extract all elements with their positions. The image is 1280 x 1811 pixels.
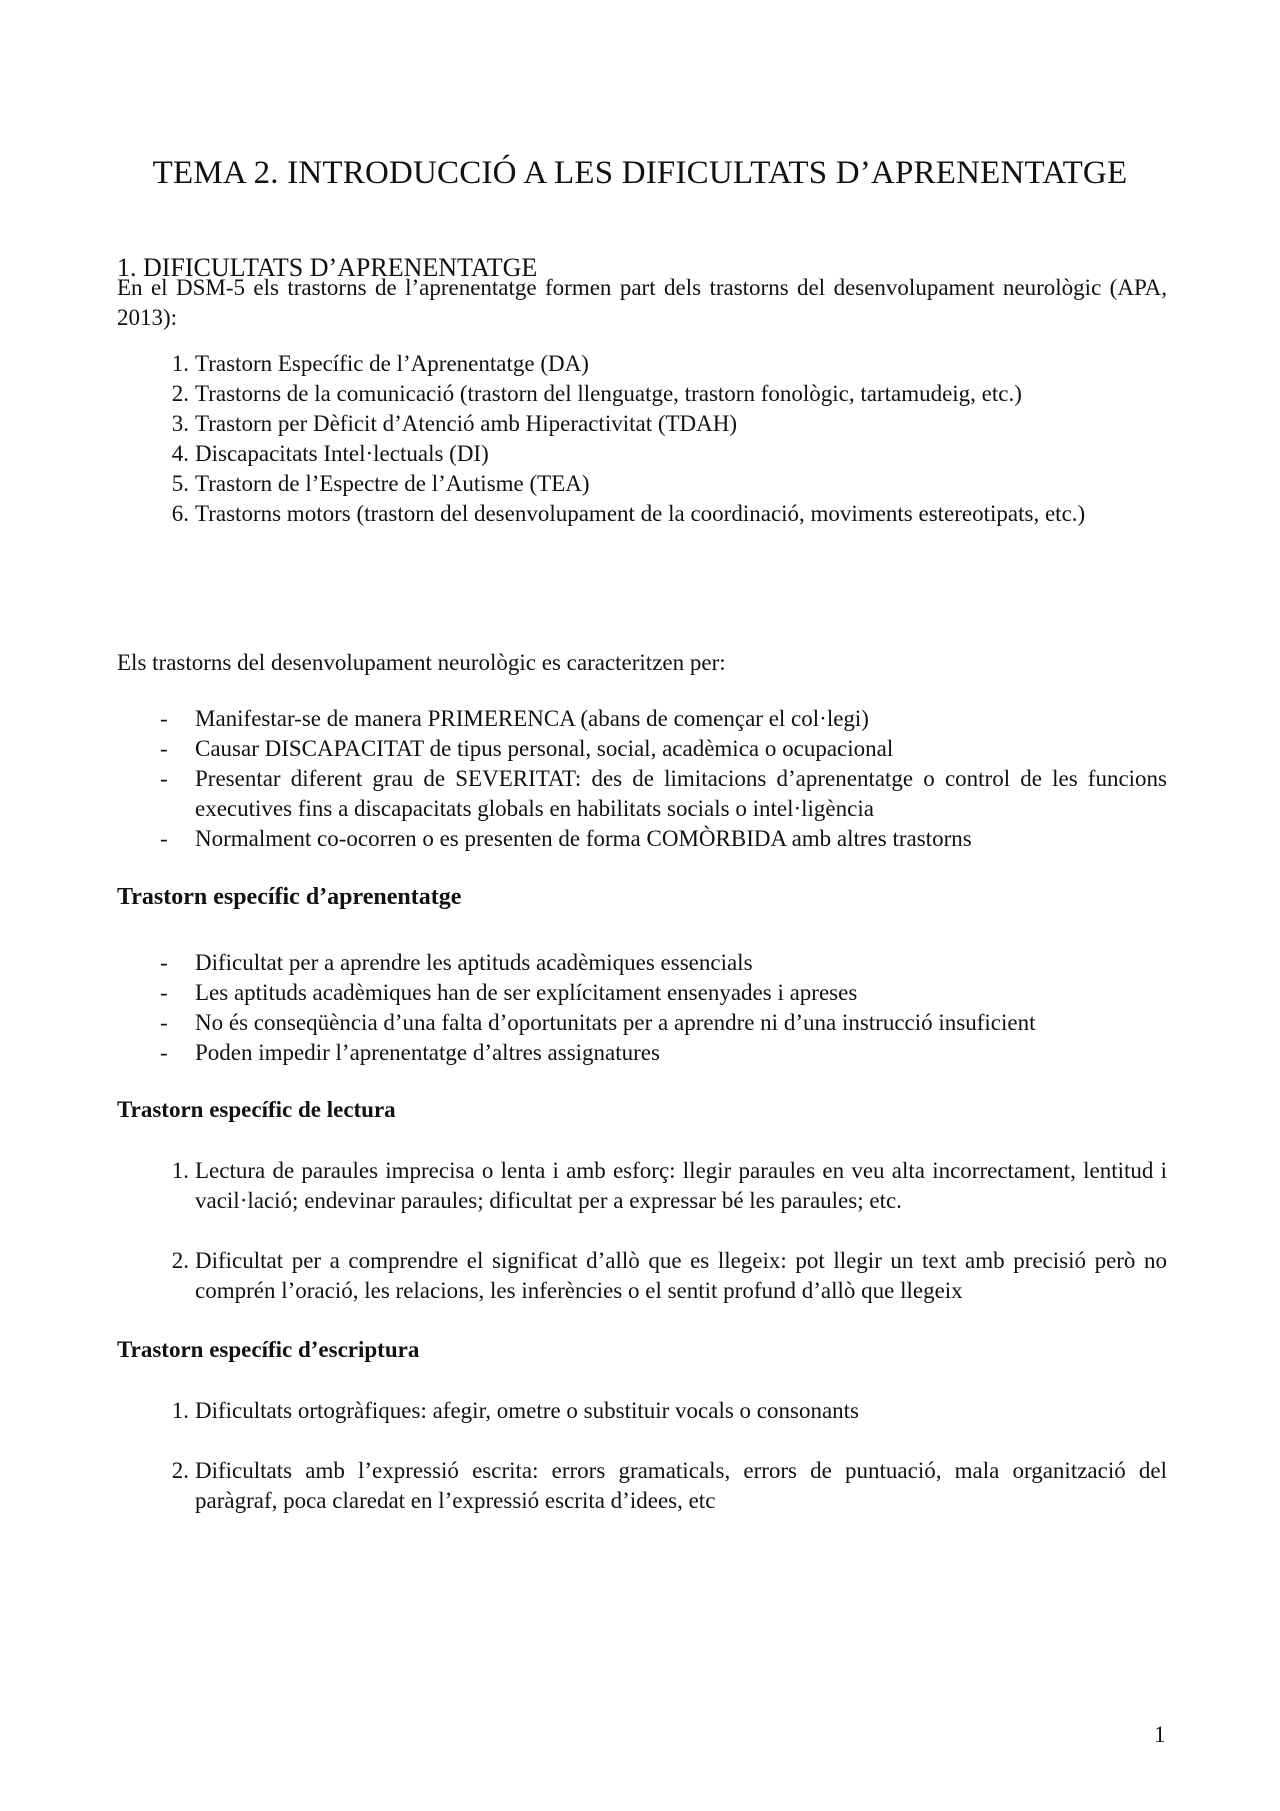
list-item-text: Trastorn Específic de l’Aprenentatge (DA): [195, 351, 589, 376]
list-marker: 1.: [171, 1158, 189, 1183]
list-item-text: Discapacitats Intel·lectuals (DI): [195, 441, 489, 466]
list-item-text: Trastorns motors (trastorn del desenvolupament de la coordinació, moviments estereotipats, etc.): [195, 501, 1086, 526]
list-item: [117, 409, 1167, 439]
list-item-text: Normalment co-ocorren o es presenten de forma COMÒRBIDA amb altres trastorns: [195, 826, 972, 851]
list-item-text: Presentar diferent grau de SEVERITAT: des de limitacions d’aprenentatge o control de les funcions executives fins a discapacitats globals en habilitats socials o intel·ligència: [195, 766, 1167, 821]
reading-disorder-heading: Trastorn específic de lectura: [117, 1097, 396, 1122]
list-item-text: Les aptituds acadèmiques han de ser explícitament ensenyades i apreses: [195, 980, 858, 1005]
list-marker: 2.: [171, 1248, 189, 1273]
list-item-text: Trastorn de l’Espectre de l’Autisme (TEA): [195, 471, 590, 496]
list-item-text: No és conseqüència d’una falta d’oportunitats per a aprendre ni d’una instrucció insuficient: [195, 1010, 1036, 1035]
list-marker: 4.: [171, 441, 189, 466]
list-item: [117, 824, 1167, 854]
disorders-list: [117, 349, 1167, 529]
characteristics-list: [117, 704, 1167, 854]
list-item: [117, 439, 1167, 469]
list-item: [117, 499, 1167, 529]
list-marker: -: [160, 980, 168, 1005]
list-marker: -: [160, 736, 168, 761]
list-item-text: Dificultats ortogràfiques: afegir, ometre o substituir vocals o consonants: [195, 1398, 860, 1423]
list-item-text: Trastorns de la comunicació (trastorn del llenguatge, trastorn fonològic, tartamudeig, etc.): [195, 381, 1022, 406]
intro-paragraph: En el DSM-5 els trastorns de l’aprenentatge formen part dels trastorns del desenvolupament neurològic (APA, 2013):: [117, 275, 1167, 330]
list-marker: 1.: [171, 1398, 189, 1423]
list-item-text: Manifestar-se de manera PRIMERENCA (abans de començar el col·legi): [195, 706, 869, 731]
characteristics-intro: Els trastorns del desenvolupament neurològic es caracteritzen per:: [117, 650, 726, 675]
learning-disorder-list: [117, 948, 1167, 1068]
list-item: [117, 734, 1167, 764]
list-marker: 1.: [171, 351, 189, 376]
list-item: [117, 1396, 1167, 1426]
list-marker: 5.: [171, 471, 189, 496]
list-marker: 2.: [171, 1458, 189, 1483]
list-marker: -: [160, 1040, 168, 1065]
list-marker: -: [160, 706, 168, 731]
list-item-text: Dificultats amb l’expressió escrita: errors gramaticals, errors de puntuació, mala organització del paràgraf, poca claredat en l’expressió escrita d’idees, etc: [195, 1458, 1167, 1513]
list-marker: -: [160, 1010, 168, 1035]
list-item: [117, 469, 1167, 499]
list-item: [117, 704, 1167, 734]
list-item-text: Dificultat per a comprendre el significat d’allò que es llegeix: pot llegir un text amb precisió però no comprén l’oració, les relacions, les inferències o el sentit profund d’allò que llegeix: [195, 1248, 1167, 1303]
list-item: [117, 349, 1167, 379]
writing-disorder-list: [117, 1396, 1167, 1516]
list-item: [117, 764, 1167, 824]
list-item: [117, 978, 1167, 1008]
list-item: [117, 379, 1167, 409]
list-item-text: Causar DISCAPACITAT de tipus personal, social, acadèmica o ocupacional: [195, 736, 894, 761]
list-item: [117, 1156, 1167, 1216]
list-marker: 2.: [171, 381, 189, 406]
learning-disorder-heading: Trastorn específic d’aprenentatge: [117, 884, 462, 910]
list-item: [117, 948, 1167, 978]
writing-disorder-heading: Trastorn específic d’escriptura: [117, 1337, 420, 1362]
list-item: [117, 1246, 1167, 1306]
list-item-text: Trastorn per Dèficit d’Atenció amb Hiperactivitat (TDAH): [195, 411, 738, 436]
list-marker: 6.: [171, 501, 189, 526]
list-marker: -: [160, 826, 168, 851]
list-item-text: Dificultat per a aprendre les aptituds acadèmiques essencials: [195, 950, 753, 975]
document-title: TEMA 2. INTRODUCCIÓ A LES DIFICULTATS D’APRENENTATGE: [152, 155, 1128, 191]
list-marker: -: [160, 950, 168, 975]
list-item-text: Poden impedir l’aprenentatge d’altres assignatures: [195, 1040, 660, 1065]
list-item-text: Lectura de paraules imprecisa o lenta i amb esforç: llegir paraules en veu alta incorrectament, lentitud i vacil·lació; endevinar paraules; dificultat per a expressar bé les paraules; etc.: [195, 1158, 1167, 1213]
list-marker: -: [160, 766, 168, 791]
list-item: [117, 1038, 1167, 1068]
list-marker: 3.: [171, 411, 189, 436]
list-item: [117, 1456, 1167, 1516]
reading-disorder-list: [117, 1156, 1167, 1306]
list-item: [117, 1008, 1167, 1038]
page-number: 1: [1154, 1722, 1166, 1747]
section-heading: 1. DIFICULTATS D’APRENENTATGE: [117, 253, 538, 282]
